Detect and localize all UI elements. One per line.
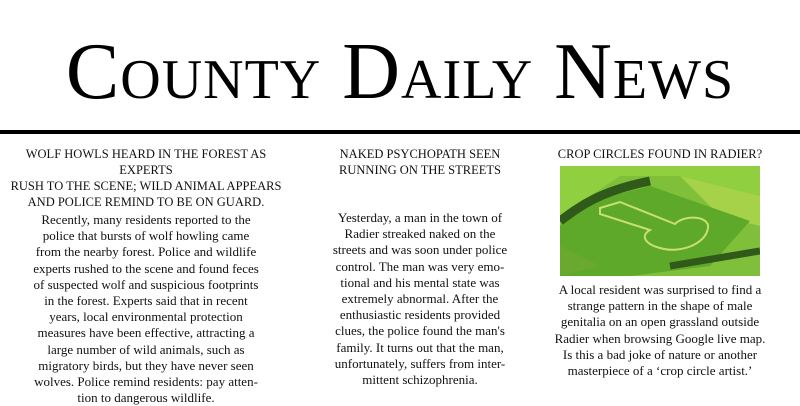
article-body: Recently, many residents reported to the police that bursts of wolf howling came from the nearby forest. Police and wildlife experts rushed to the scene and found feces of suspected wolf and suspicious footprints in the forest. Experts said that in recent years, local environmental protection measures have been effective, attracting a large number of wild animals, such as migratory birds, but they have never seen wolves. Police remind residents: pay atten- tion to dangerous wildlife.	[33, 212, 259, 406]
article-wolf-howls	[0, 146, 292, 406]
article-headline: CROP CIRCLES FOUND IN RADIER?	[557, 147, 763, 161]
article-headline: WOLF HOWLS HEARD IN THE FOREST AS EXPERTS RUSH TO THE SCENE; WILD ANIMAL APPEARS AND POLICE REMIND TO BE ON GUARD.	[10, 147, 282, 209]
article-body: A local resident was surprised to find a strange pattern in the shape of male genitalia on an open grassland outside Radier when browsing Google live map. Is this a bad joke of nature or another masterpiece of a ‘crop circle artist.’	[554, 282, 766, 379]
crop-circle-photo	[560, 166, 760, 276]
masthead-divider	[0, 130, 800, 134]
article-naked-psychopath	[305, 146, 535, 388]
newspaper-masthead: County Daily News	[65, 28, 735, 116]
article-crop-circles	[545, 146, 775, 379]
article-body: Yesterday, a man in the town of Radier streaked naked on the streets and was soon under police control. The man was very emo- tional and his mental state was extremely abnormal. After the enthusiastic residents provided clues, the police found the man's family. It turns out that the man, unfortunately, suffers from inter- mittent schizophrenia.	[332, 210, 508, 388]
article-headline: NAKED PSYCHOPATH SEEN RUNNING ON THE STREETS	[339, 147, 501, 177]
